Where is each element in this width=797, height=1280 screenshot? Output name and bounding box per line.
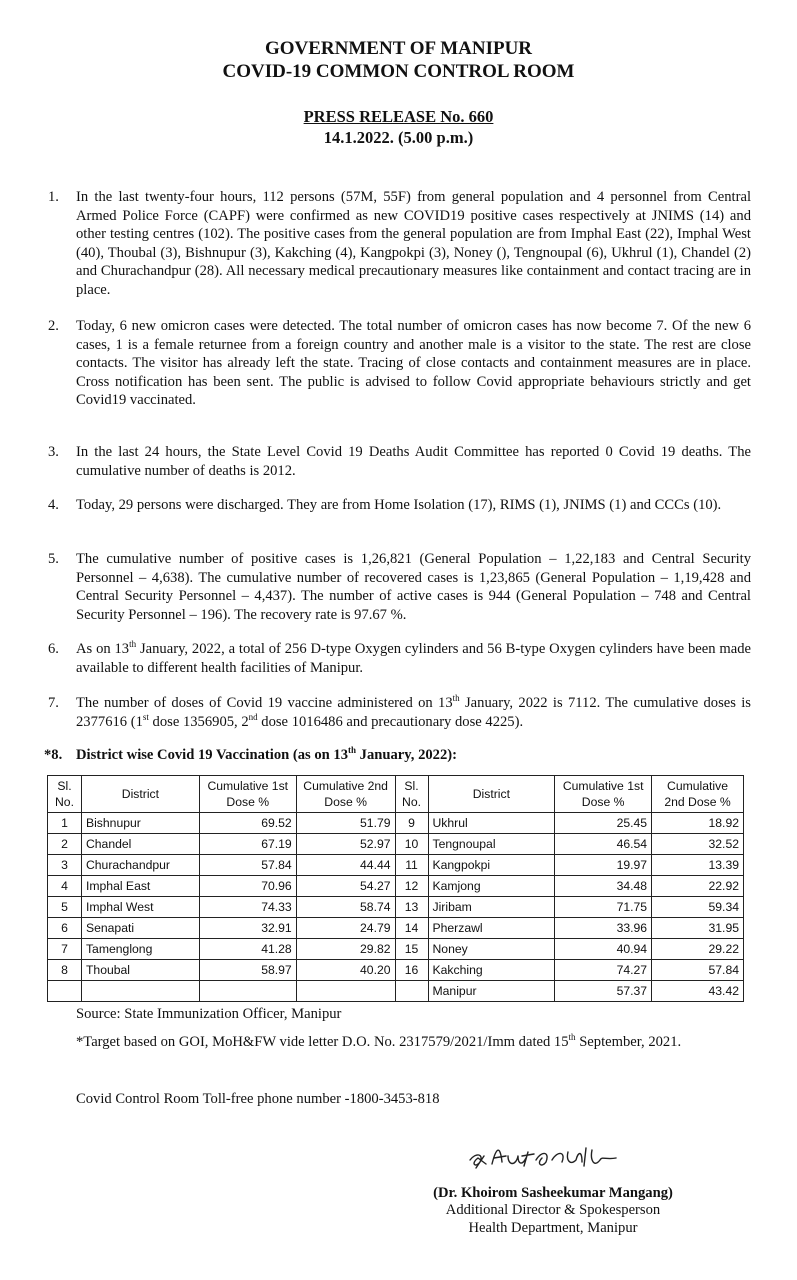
item-3 (48, 443, 751, 480)
target-note: *Target based on GOI, MoH&FW vide letter D.O. No. 2317579/2021/Imm dated 15th September, 2021. (76, 1032, 682, 1050)
col-sl-no: Sl. No. (395, 776, 428, 813)
item-text: The number of doses of Covid 19 vaccine administered on 13th January, 2022 is 7112. The cumulative doses is 2377616 (1st dose 1356905, 2nd dose 1016486 and precautionary dose 4225). (76, 693, 751, 730)
table-row: 2 Chandel 67.19 52.97 10 Tengnoupal 46.54 32.52 (48, 834, 744, 855)
toll-free-number: Covid Control Room Toll-free phone number -1800-3453-818 (76, 1091, 440, 1107)
item-5 (48, 550, 751, 624)
header-control-room: COVID-19 COMMON CONTROL ROOM (222, 61, 575, 82)
item-2 (48, 317, 751, 410)
item-number: 4. (48, 497, 59, 513)
press-release-date: 14.1.2022. (5.00 p.m.) (323, 128, 474, 147)
item-text: In the last twenty-four hours, 112 persons (57M, 55F) from general population and 4 personnel from Central Armed Police Force (CAPF) were confirmed as new COVID19 positive cases respectively at JNIMS (14) and other testing centres (102). The positive cases from the general population are from Imphal East (22), Imphal West (40), Thoubal (3), Bishnupur (3), Kakching (4), Kangpokpi (3), Noney (), Tengnoupal (6), Ukhrul (1), Chandel (2) and Churachandpur (28). All necessary medical precautionary measures like containment and contact tracing are in place. (76, 189, 751, 298)
signature-image (466, 1138, 630, 1174)
item-number: 1. (48, 189, 59, 205)
col-district: District (428, 776, 555, 813)
col-1st-dose: Cumulative 1st Dose % (555, 776, 652, 813)
item-4 (48, 496, 751, 515)
item-text: As on 13th January, 2022, a total of 256 D-type Oxygen cylinders and 56 B-type Oxygen cylinders have been made available to different health facilities of Manipur. (76, 639, 751, 676)
press-release-number: PRESS RELEASE No. 660 (303, 107, 494, 126)
item-text: Today, 29 persons were discharged. They are from Home Isolation (17), RIMS (1), JNIMS (1) and CCCs (10). (76, 497, 722, 513)
col-district: District (81, 776, 199, 813)
table-row: 7 Tamenglong 41.28 29.82 15 Noney 40.94 29.22 (48, 939, 744, 960)
item-text: Today, 6 new omicron cases were detected. The total number of omicron cases has now become 7. Of the new 6 cases, 1 is a female returnee from a foreign country and another male is a visitor to the state. The rest are close contacts. The visitor has already left the state. Tracing of close contacts and containment measures are in place. Cross notification has been sent. The public is advised to follow Covid appropriate behaviours strictly and get Covid19 vaccinated. (76, 318, 751, 409)
item-6 (48, 640, 751, 677)
signatory-name: (Dr. Khoirom Sasheekumar Mangang) (433, 1185, 673, 1201)
item-number: 5. (48, 551, 59, 567)
table-row: 6 Senapati 32.91 24.79 14 Pherzawl 33.96 31.95 (48, 918, 744, 939)
item-1 (48, 188, 751, 300)
table-header-row (48, 776, 744, 813)
signatory-designation: Additional Director & Spokesperson (445, 1202, 661, 1218)
item-number: 3. (48, 444, 59, 460)
section-8-heading: *8. District wise Covid 19 Vaccination (as on 13th January, 2022): (44, 745, 457, 763)
table-row: 4 Imphal East 70.96 54.27 12 Kamjong 34.48 22.92 (48, 876, 744, 897)
table-row: 5 Imphal West 74.33 58.74 13 Jiribam 71.75 59.34 (48, 897, 744, 918)
vaccination-table (47, 775, 744, 1002)
table-row: 3 Churachandpur 57.84 44.44 11 Kangpokpi 19.97 13.39 (48, 855, 744, 876)
col-2nd-dose: Cumulative 2nd Dose % (652, 776, 744, 813)
item-text: In the last 24 hours, the State Level Covid 19 Deaths Audit Committee has reported 0 Covid 19 deaths. The cumulative number of deaths is 2012. (76, 444, 751, 479)
col-1st-dose: Cumulative 1st Dose % (199, 776, 296, 813)
item-text: The cumulative number of positive cases is 1,26,821 (General Population – 1,22,183 and Central Security Personnel – 4,638). The cumulative number of recovered cases is 1,23,865 (General Population – 1,19,428 and Central Security Personnel – 4,437). The number of active cases is 944 (General Population – 748 and Central Security Personnel – 196). The recovery rate is 97.67 %. (76, 551, 751, 623)
table-row: 8 Thoubal 58.97 40.20 16 Kakching 74.27 57.84 (48, 960, 744, 981)
source-note: Source: State Immunization Officer, Manipur (76, 1006, 342, 1022)
item-7 (48, 694, 751, 731)
signatory-department: Health Department, Manipur (468, 1220, 638, 1236)
col-sl-no: Sl. No. (48, 776, 82, 813)
item-number: 2. (48, 318, 59, 334)
table-row: 1 Bishnupur 69.52 51.79 9 Ukhrul 25.45 18.92 (48, 813, 744, 834)
item-number: 7. (48, 695, 59, 711)
item-number: 6. (48, 641, 59, 657)
col-2nd-dose: Cumulative 2nd Dose % (296, 776, 395, 813)
header-government: GOVERNMENT OF MANIPUR (264, 38, 533, 59)
table-total-row: Manipur 57.37 43.42 (48, 981, 744, 1002)
